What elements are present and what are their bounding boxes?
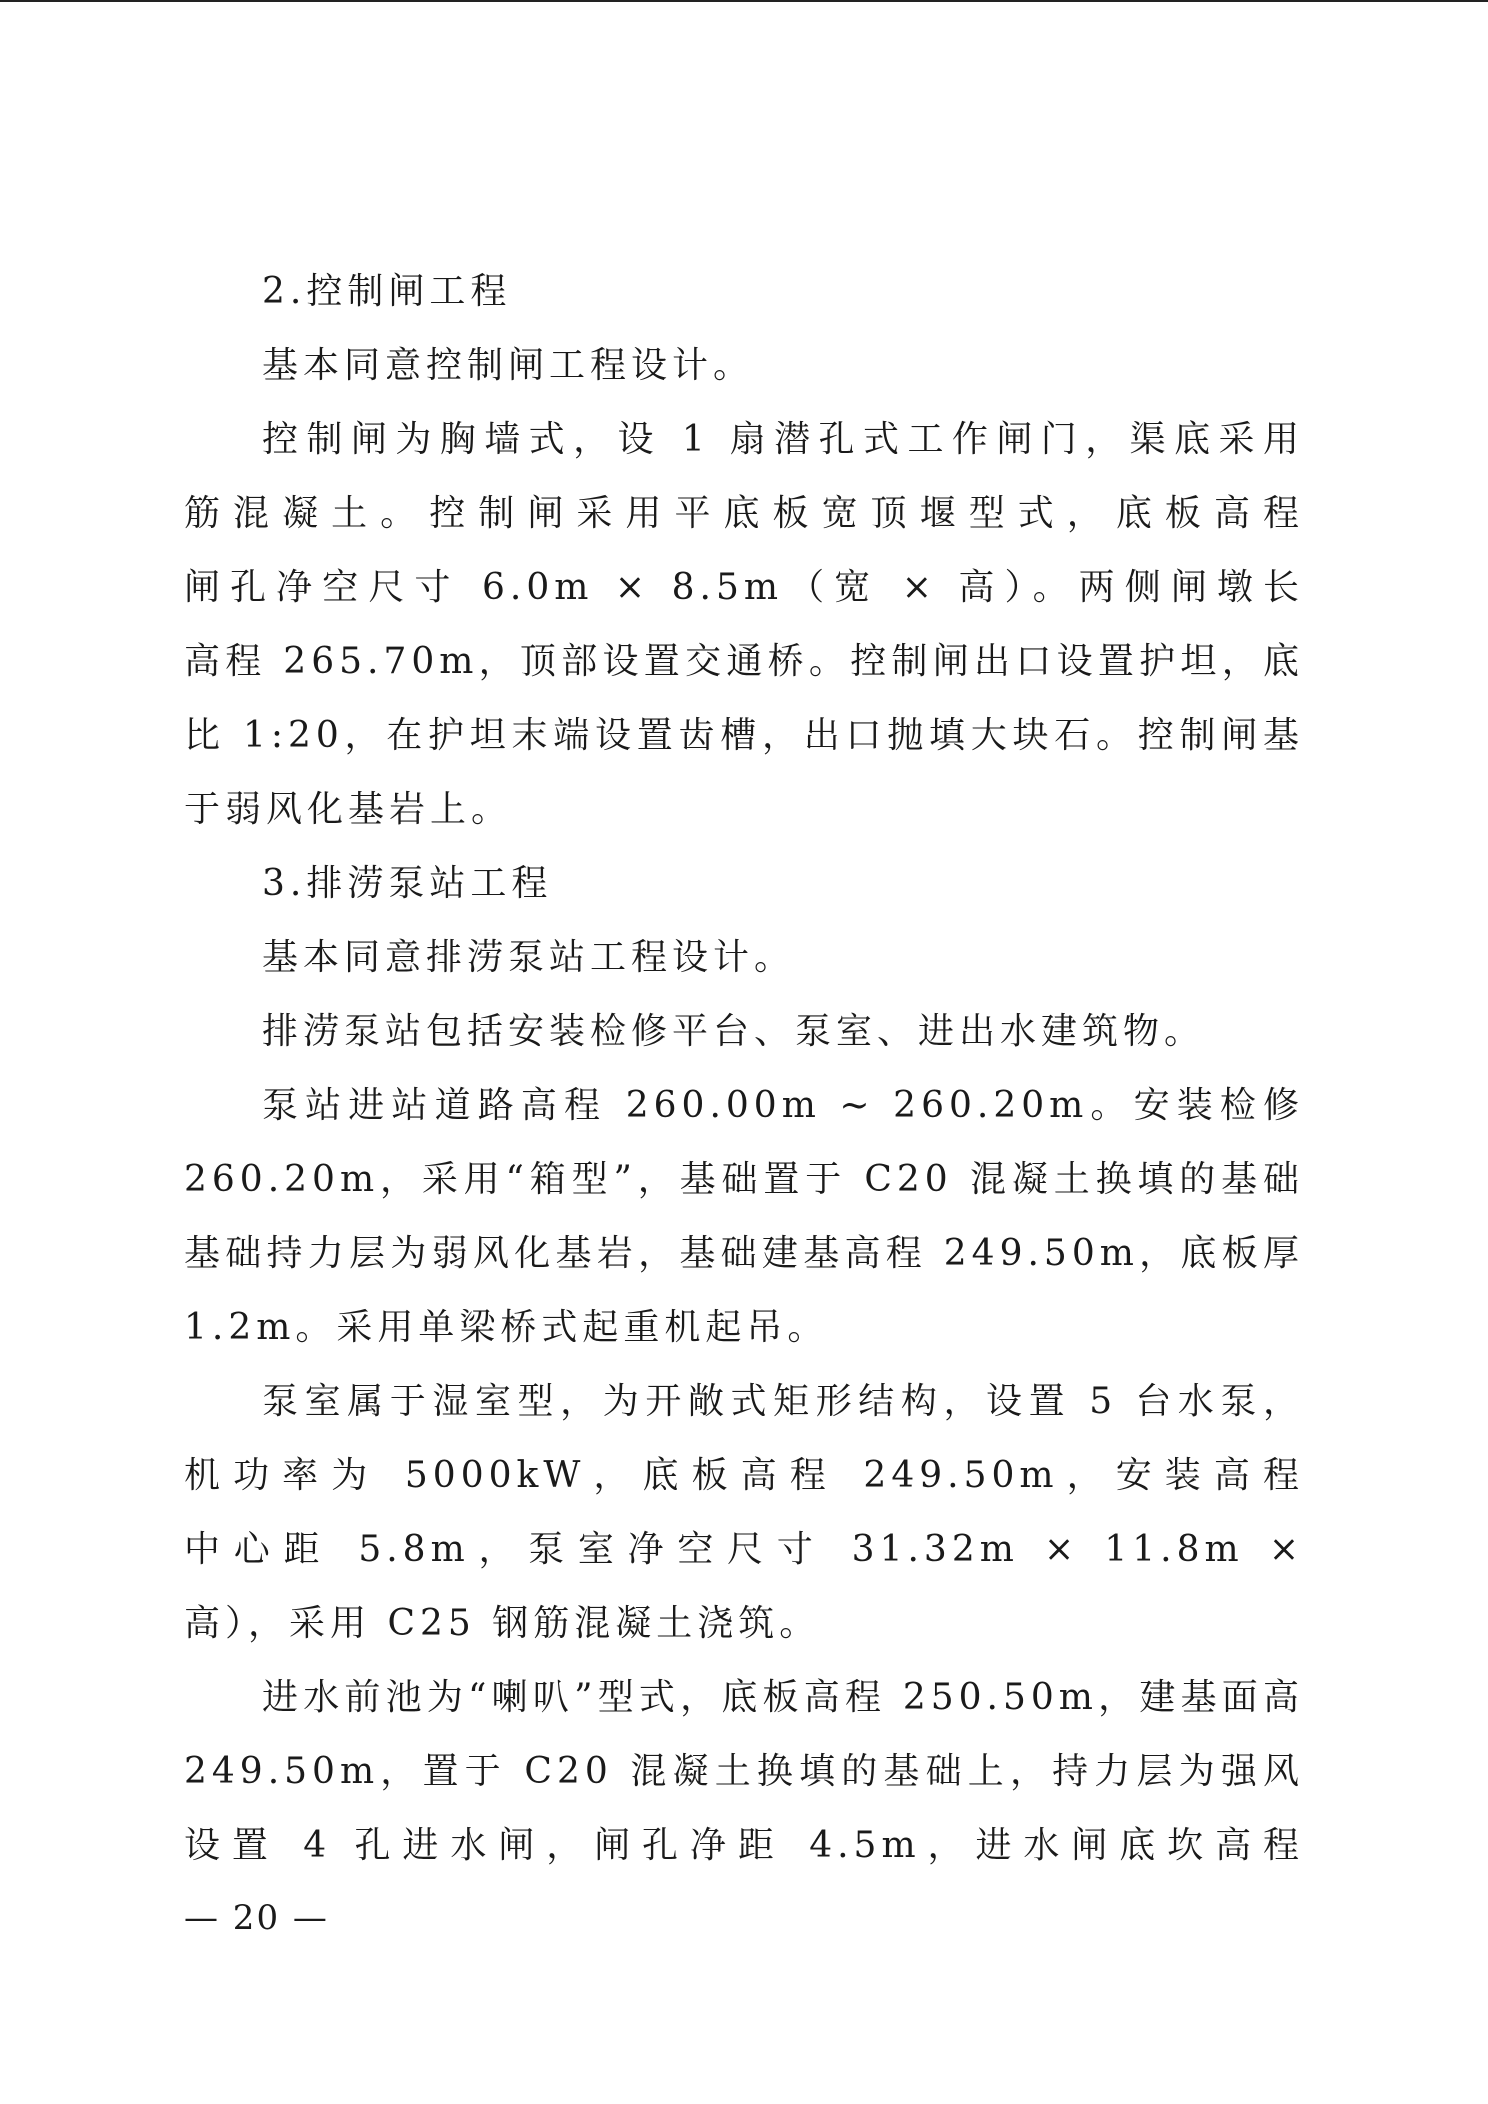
text-line: 进水前池为“喇叭”型式，底板高程 250.50m，建基面高 [262, 1677, 1304, 1718]
text-line: 比 1:20，在护坦末端设置齿槽，出口抛填大块石。控制闸基 [184, 715, 1304, 756]
text-line: 3.排涝泵站工程 [262, 863, 553, 904]
page-number: — 20 — [184, 1898, 329, 1938]
text-line: 249.50m，置于 C20 混凝土换填的基础上，持力层为强风 [184, 1751, 1304, 1792]
text-line: 设置 4 孔进水闸，闸孔净距 4.5m，进水闸底坎高程 [184, 1825, 1304, 1866]
text-line: 高程 265.70m，顶部设置交通桥。控制闸出口设置护坦，底 [184, 641, 1304, 682]
text-line: 基础持力层为弱风化基岩，基础建基高程 249.50m，底板厚 [184, 1233, 1304, 1274]
text-line: 中心距 5.8m，泵室净空尺寸 31.32m × 11.8m × [184, 1529, 1304, 1570]
text-line: 基本同意排涝泵站工程设计。 [262, 937, 796, 978]
text-line: 控制闸为胸墙式，设 1 扇潜孔式工作闸门，渠底采用 [262, 419, 1304, 460]
text-line: 260.20m，采用“箱型”，基础置于 C20 混凝土换填的基础 [184, 1159, 1304, 1200]
text-line: 机功率为 5000kW，底板高程 249.50m，安装高程 [184, 1455, 1304, 1496]
text-line: 于弱风化基岩上。 [184, 789, 513, 830]
text-line: 2.控制闸工程 [262, 271, 512, 312]
text-line: 闸孔净空尺寸 6.0m × 8.5m（宽 × 高）。两侧闸墩长 [184, 567, 1304, 608]
text-line: 泵站进站道路高程 260.00m ~ 260.20m。安装检修 [262, 1085, 1304, 1126]
document-body [184, 255, 1304, 1883]
text-line: 泵室属于湿室型，为开敞式矩形结构，设置 5 台水泵， [262, 1381, 1304, 1422]
text-line: 高），采用 C25 钢筋混凝土浇筑。 [184, 1603, 821, 1644]
page-top-border [0, 0, 1488, 2]
text-line: 筋混凝土。控制闸采用平底板宽顶堰型式，底板高程 [184, 493, 1304, 534]
text-line: 排涝泵站包括安装检修平台、泵室、进出水建筑物。 [262, 1011, 1206, 1052]
text-line: 1.2m。采用单梁桥式起重机起吊。 [184, 1307, 829, 1348]
text-line: 基本同意控制闸工程设计。 [262, 345, 755, 386]
